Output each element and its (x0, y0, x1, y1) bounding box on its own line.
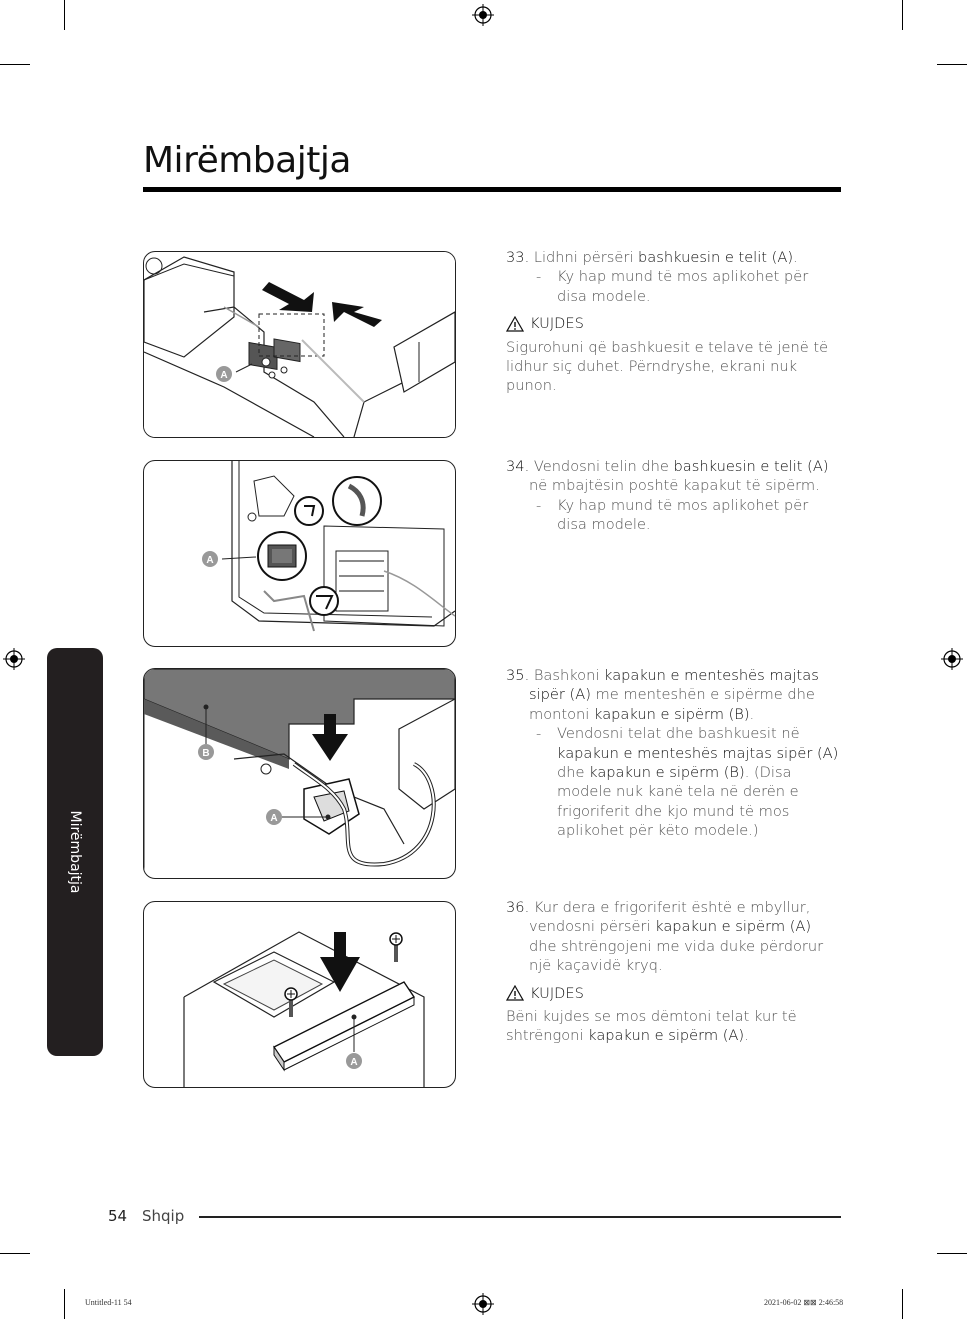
warning-triangle-icon (506, 985, 524, 1001)
step-text: Vendosni telin dhe (533, 458, 674, 475)
step-number: 34. (506, 458, 530, 475)
step-35 (506, 666, 842, 841)
crop-mark (937, 1253, 967, 1254)
page-title: Mirëmbajtja (143, 140, 351, 181)
step-bullet: dhe (557, 764, 590, 782)
figure-step-33 (143, 251, 456, 438)
step-bullet: Vendosni telat dhe bashkuesit në (557, 725, 800, 743)
crop-mark (902, 0, 903, 30)
step-33 (506, 248, 842, 396)
step-highlight: kapakun e menteshës majtas sipër (A) (529, 667, 819, 704)
step-highlight: bashkuesin e telit (A) (638, 249, 794, 266)
warning-triangle-icon (506, 316, 524, 332)
step-text: në mbajtësin poshtë kapakut të sipërm. (529, 477, 820, 495)
title-divider (143, 187, 841, 192)
step-text: . (749, 705, 755, 723)
step-bullet: Ky hap mund të mos aplikohet për disa modele. (557, 268, 809, 305)
figure-label: A (220, 370, 228, 381)
step-bullet: Ky hap mund të mos aplikohet për disa modele. (557, 496, 809, 534)
step-highlight: kapakun e sipërm (B) (589, 764, 745, 782)
caution-text: . (744, 1027, 749, 1045)
step-34 (506, 457, 842, 535)
step-text: dhe shtrëngojeni me vida duke përdorur një kaçavidë kryq. (529, 937, 824, 975)
step-text: Kur dera e frigoriferit është e mbyllur, vendosni përsëri (529, 899, 811, 936)
step-number: 36. (506, 899, 530, 916)
registration-mark-icon (941, 648, 963, 670)
caution-heading (506, 314, 842, 333)
caution-heading (506, 984, 842, 1003)
page-number: 54 (108, 1207, 128, 1225)
caution-title: KUJDES (530, 315, 584, 333)
caution-text: Sigurohuni që bashkuesit e telave të jenë të lidhur siç duhet. Përndryshe, ekrani nuk punon. (506, 338, 829, 395)
step-highlight: kapakun e sipërm (B) (594, 705, 750, 723)
caution-title: KUJDES (530, 984, 584, 1002)
crop-mark (0, 1253, 30, 1254)
crop-mark (64, 0, 65, 30)
bullet-dash: - (536, 268, 542, 286)
step-text: Lidhni përsëri (533, 249, 639, 266)
step-36 (506, 898, 842, 1046)
figure-label: A (270, 813, 278, 824)
section-side-tab-label: Mirëmbajtja (67, 810, 83, 894)
figure-label: A (350, 1057, 358, 1068)
crop-mark (937, 64, 967, 65)
step-highlight: kapakun e sipërm (A) (655, 918, 812, 936)
bullet-dash: - (536, 725, 542, 743)
footer-language: Shqip (142, 1207, 185, 1225)
caution-highlight: kapakun e sipërm (A) (588, 1027, 745, 1045)
caution-text: Bëni kujdes se mos dëmtoni telat kur të shtrëngoni (506, 1008, 797, 1045)
print-info-left: Untitled-11 54 (85, 1298, 132, 1307)
step-text: . (793, 249, 798, 266)
figure-step-35 (143, 668, 456, 879)
registration-mark-icon (472, 4, 494, 26)
step-text: Bashkoni (533, 667, 605, 684)
step-bullet: . (Disa modele nuk kanë tela në derën e frigoriferit dhe kjo mund të mos aplikohet për këto modele.) (557, 764, 799, 840)
figure-label: B (202, 748, 210, 759)
step-highlight: kapakun e menteshës majtas sipër (A) (557, 744, 839, 762)
registration-mark-icon (3, 648, 25, 670)
figure-step-36 (143, 901, 456, 1088)
step-number: 33. (506, 249, 530, 266)
crop-mark (64, 1289, 65, 1319)
figure-step-34 (143, 460, 456, 647)
figure-label: A (206, 555, 214, 566)
footer-divider (199, 1216, 841, 1218)
bullet-dash: - (536, 496, 542, 514)
step-highlight: bashkuesin e telit (A) (673, 458, 829, 475)
crop-mark (902, 1289, 903, 1319)
crop-mark (0, 64, 30, 65)
step-text: me menteshën e sipërme dhe montoni (529, 686, 815, 723)
step-number: 35. (506, 667, 530, 684)
print-info-right: 2021-06-02 ⊠⊠ 2:46:58 (764, 1298, 844, 1307)
registration-mark-icon (472, 1293, 494, 1315)
